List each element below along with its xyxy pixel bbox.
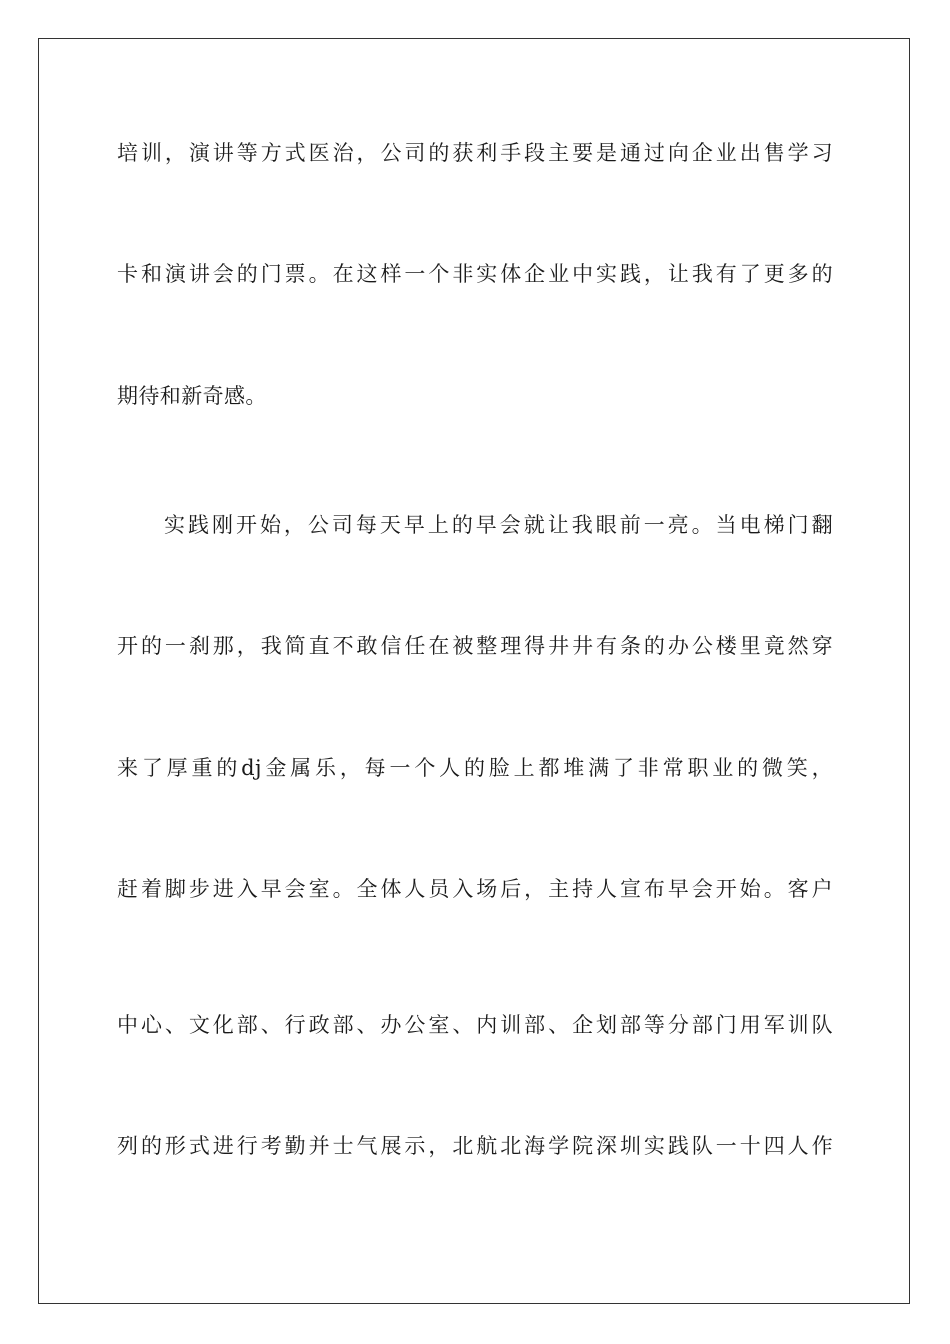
text-line-4: 实践刚开始，公司每天早上的早会就让我眼前一亮。当电梯门翻 [164,513,833,537]
text-line-8: 中心、文化部、行政部、办公室、内训部、企划部等分部门用军训队 [117,1013,833,1037]
text-line-3: 期待和新奇感。 [117,384,267,408]
text-line-7: 赶着脚步进入早会室。全体人员入场后，主持人宣布早会开始。客户 [117,877,833,901]
text-line-5: 开的一刹那，我简直不敢信任在被整理得井井有条的办公楼里竟然穿 [117,634,833,658]
page-border [38,38,910,1304]
text-line-6: 来了厚重的dj金属乐，每一个人的脸上都堆满了非常职业的微笑， [117,756,833,780]
text-line-2: 卡和演讲会的门票。在这样一个非实体企业中实践，让我有了更多的 [117,262,833,286]
text-line-1: 培训，演讲等方式医治，公司的获利手段主要是通过向企业出售学习 [117,141,833,165]
text-line-9: 列的形式进行考勤并士气展示，北航北海学院深圳实践队一十四人作 [117,1134,833,1158]
